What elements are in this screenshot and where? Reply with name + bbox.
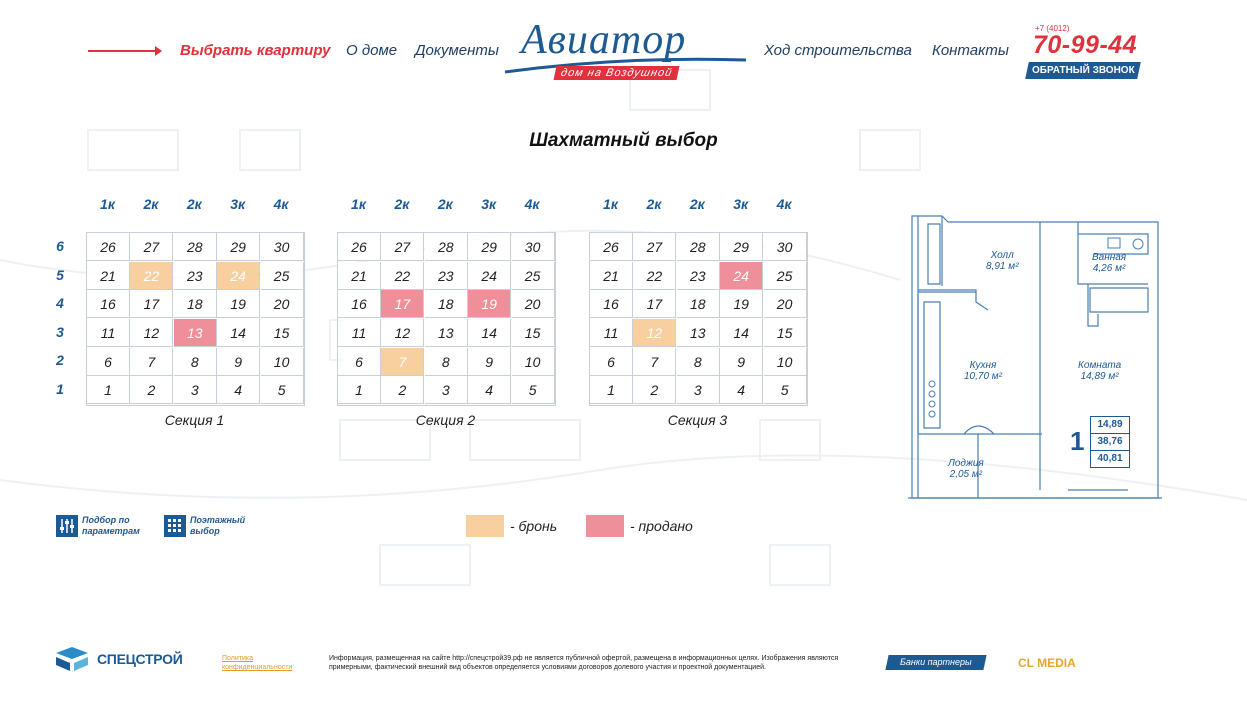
room-hall: Холл 8,91 м² (986, 250, 1019, 272)
filter-by-params-label: Подбор по параметрам (82, 515, 140, 536)
nav-choose-apartment[interactable]: Выбрать квартиру (180, 42, 331, 59)
legend-bron-swatch (466, 515, 504, 537)
column-header: 4к (273, 196, 289, 212)
apartment-cell[interactable]: 1 (338, 376, 381, 404)
apartment-cell[interactable]: 10 (512, 348, 555, 376)
apartment-cell[interactable]: 23 (677, 262, 720, 290)
apartment-cell[interactable]: 5 (764, 376, 807, 404)
spetsstroy-logo-icon[interactable] (54, 645, 90, 678)
apartment-cell[interactable]: 28 (174, 233, 217, 261)
apartment-cell[interactable]: 20 (512, 290, 555, 318)
privacy-policy-link[interactable]: Политика конфиденциальности (222, 655, 293, 671)
apartment-cell[interactable]: 11 (338, 319, 381, 347)
cl-media-link[interactable]: CL MEDIA (1018, 656, 1076, 670)
floor-label: 3 (56, 323, 64, 340)
living-area: 14,89 (1091, 417, 1129, 434)
apartment-cell[interactable]: 15 (512, 319, 555, 347)
apartment-cell[interactable]: 20 (764, 290, 807, 318)
apartment-cell[interactable]: 26 (87, 233, 130, 261)
partner-banks-button[interactable] (885, 655, 986, 670)
apartment-cell[interactable]: 8 (425, 348, 468, 376)
apartment-cell[interactable]: 2 (633, 376, 676, 404)
logo-title: Авиатор (521, 17, 687, 63)
apartment-cell[interactable]: 4 (217, 376, 260, 404)
apartment-cell[interactable]: 3 (174, 376, 217, 404)
apartment-cell[interactable]: 16 (590, 290, 633, 318)
apartment-cell[interactable]: 24 (217, 262, 260, 290)
column-header: 3к (733, 196, 749, 212)
building-icon (164, 515, 186, 537)
apartment-cell[interactable]: 23 (425, 262, 468, 290)
room-bath: Ванная 4,26 м² (1092, 252, 1127, 274)
nav-construction-progress[interactable]: Ход строительства (764, 42, 912, 59)
column-header: 2к (689, 196, 705, 212)
room-loggia: Лоджия 2,05 м² (948, 458, 984, 480)
apartment-cell[interactable]: 24 (720, 262, 763, 290)
apartment-cell[interactable]: 23 (174, 262, 217, 290)
room-kitchen: Кухня 10,70 м² (964, 360, 1002, 382)
page-title: Шахматный выбор (529, 130, 718, 151)
apartment-cell[interactable]: 22 (381, 262, 424, 290)
apartment-cell[interactable]: 9 (468, 348, 511, 376)
apartment-cell[interactable]: 6 (87, 348, 130, 376)
apartment-cell[interactable]: 21 (590, 262, 633, 290)
apartment-cell[interactable]: 13 (677, 319, 720, 347)
apartment-cell[interactable]: 12 (130, 319, 173, 347)
sliders-icon (56, 515, 78, 537)
apartment-cell[interactable]: 4 (720, 376, 763, 404)
apartment-cell[interactable]: 25 (764, 262, 807, 290)
apartment-cell[interactable]: 19 (217, 290, 260, 318)
legend-sold-label: - продано (630, 518, 693, 534)
apartment-cell[interactable]: 1 (87, 376, 130, 404)
apartment-cell[interactable]: 13 (174, 319, 217, 347)
callback-label: ОБРАТНЫЙ ЗВОНОК (1031, 65, 1135, 76)
apartment-cell[interactable]: 7 (130, 348, 173, 376)
apartment-cell[interactable]: 24 (468, 262, 511, 290)
nav-about-house[interactable]: О доме (346, 42, 398, 59)
apartment-cell[interactable]: 18 (174, 290, 217, 318)
apartment-cell[interactable]: 16 (87, 290, 130, 318)
logo-subtitle: дом на Воздушной (554, 66, 680, 80)
apartment-cell[interactable]: 28 (425, 233, 468, 261)
apartment-cell[interactable]: 10 (764, 348, 807, 376)
apartment-cell[interactable]: 5 (512, 376, 555, 404)
apartment-cell[interactable]: 21 (338, 262, 381, 290)
apartment-cell[interactable]: 22 (130, 262, 173, 290)
apartment-cell[interactable]: 3 (677, 376, 720, 404)
partner-banks-label: Банки партнеры (900, 657, 972, 667)
logo[interactable] (503, 16, 748, 84)
apartment-cell[interactable]: 18 (677, 290, 720, 318)
apartment-cell[interactable]: 15 (764, 319, 807, 347)
room-count: 1 (1070, 426, 1085, 456)
apartment-cell[interactable]: 26 (338, 233, 381, 261)
legend-sold-swatch (586, 515, 624, 537)
apartment-cell[interactable]: 20 (261, 290, 304, 318)
apartment-cell[interactable]: 4 (468, 376, 511, 404)
column-header: 2к (394, 196, 410, 212)
apartment-cell[interactable]: 8 (677, 348, 720, 376)
column-header: 4к (776, 196, 792, 212)
apartment-cell[interactable]: 30 (261, 233, 304, 261)
apartment-cell[interactable]: 7 (381, 348, 424, 376)
column-header: 1к (603, 196, 618, 212)
floor-label: 1 (56, 381, 64, 397)
apartment-cell[interactable]: 11 (590, 319, 633, 347)
apartment-cell[interactable]: 27 (130, 233, 173, 261)
apartment-cell[interactable]: 29 (720, 233, 763, 261)
callback-button[interactable] (1025, 62, 1141, 79)
apartment-cell[interactable]: 22 (633, 262, 676, 290)
apartment-cell[interactable]: 12 (633, 319, 676, 347)
floor-select-label: Поэтажный выбор (190, 515, 246, 536)
phone-code: +7 (4012) (1035, 24, 1070, 33)
column-header: 2к (143, 196, 159, 212)
apartment-cell[interactable]: 25 (512, 262, 555, 290)
column-header: 2к (646, 196, 662, 212)
apartment-cell[interactable]: 2 (381, 376, 424, 404)
apartment-cell[interactable]: 14 (468, 319, 511, 347)
column-header: 4к (524, 196, 540, 212)
floor-select-button[interactable] (164, 515, 260, 537)
column-header: 3к (481, 196, 497, 212)
nav-arrow-decoration (88, 50, 160, 52)
apartment-cell[interactable]: 17 (381, 290, 424, 318)
nav-documents[interactable]: Документы (415, 42, 499, 59)
apartment-cell[interactable]: 18 (425, 290, 468, 318)
full-area: 40,81 (1097, 453, 1123, 464)
section-label: Секция 3 (667, 412, 728, 428)
column-header: 1к (351, 196, 366, 212)
apartment-cell[interactable]: 17 (633, 290, 676, 318)
floor-label: 4 (56, 295, 64, 312)
column-header: 2к (437, 196, 453, 212)
apartment-cell[interactable]: 6 (590, 348, 633, 376)
section-label: Секция 1 (164, 412, 225, 428)
apartment-cell[interactable]: 14 (720, 319, 763, 347)
apartment-cell[interactable]: 29 (217, 233, 260, 261)
column-header: 1к (100, 196, 115, 212)
apartment-cell[interactable]: 21 (87, 262, 130, 290)
apartment-cell[interactable]: 13 (425, 319, 468, 347)
apartment-cell[interactable]: 6 (338, 348, 381, 376)
footer-disclaimer: Информация, размещенная на сайте http://спецстрой39.рф не является публичной офертой, размещена в информационных целях. Изображения являются примерными, фактический внешний вид объектов определяется условиями договоров долевого участия и проектной документацией. (329, 655, 839, 671)
apartment-cell[interactable]: 5 (261, 376, 304, 404)
apartment-cell[interactable]: 30 (764, 233, 807, 261)
apartment-cell[interactable]: 28 (677, 233, 720, 261)
floor-label: 5 (56, 266, 64, 283)
apartment-cell[interactable]: 27 (381, 233, 424, 261)
apartment-cell[interactable]: 14 (217, 319, 260, 347)
apartment-cell[interactable]: 27 (633, 233, 676, 261)
column-header: 3к (230, 196, 246, 212)
apartment-cell[interactable]: 15 (261, 319, 304, 347)
apartment-cell[interactable]: 9 (217, 348, 260, 376)
apartment-cell[interactable]: 19 (468, 290, 511, 318)
phone-number[interactable]: 70-99-44 (1033, 31, 1138, 59)
apartment-cell[interactable]: 8 (174, 348, 217, 376)
apartment-cell[interactable]: 9 (720, 348, 763, 376)
apartment-cell[interactable]: 12 (381, 319, 424, 347)
apartment-cell[interactable]: 10 (261, 348, 304, 376)
section-label: Секция 2 (415, 412, 476, 428)
area-table (1090, 416, 1130, 468)
apartment-cell[interactable]: 29 (468, 233, 511, 261)
apartment-cell[interactable]: 3 (425, 376, 468, 404)
apartment-grid (589, 232, 808, 406)
apartment-cell[interactable]: 1 (590, 376, 633, 404)
floor-label: 6 (56, 238, 64, 254)
apartment-grid (86, 232, 305, 406)
room-living: Комната 14,89 м² (1078, 360, 1122, 382)
legend-bron-label: - бронь (510, 518, 558, 534)
apartment-cell[interactable]: 25 (261, 262, 304, 290)
footer-brand: СПЕЦСТРОЙ (97, 651, 183, 667)
apartment-cell[interactable]: 30 (512, 233, 555, 261)
apartment-cell[interactable]: 2 (130, 376, 173, 404)
total-area: 38,76 (1091, 434, 1129, 451)
apartment-cell[interactable]: 11 (87, 319, 130, 347)
column-header: 2к (186, 196, 202, 212)
apartment-cell[interactable]: 26 (590, 233, 633, 261)
floor-label: 2 (56, 352, 64, 369)
apartment-cell[interactable]: 19 (720, 290, 763, 318)
apartment-grid (337, 232, 556, 406)
nav-contacts[interactable]: Контакты (932, 42, 1009, 59)
filter-by-params-button[interactable] (56, 515, 177, 537)
apartment-cell[interactable]: 16 (338, 290, 381, 318)
apartment-cell[interactable]: 7 (633, 348, 676, 376)
apartment-cell[interactable]: 17 (130, 290, 173, 318)
